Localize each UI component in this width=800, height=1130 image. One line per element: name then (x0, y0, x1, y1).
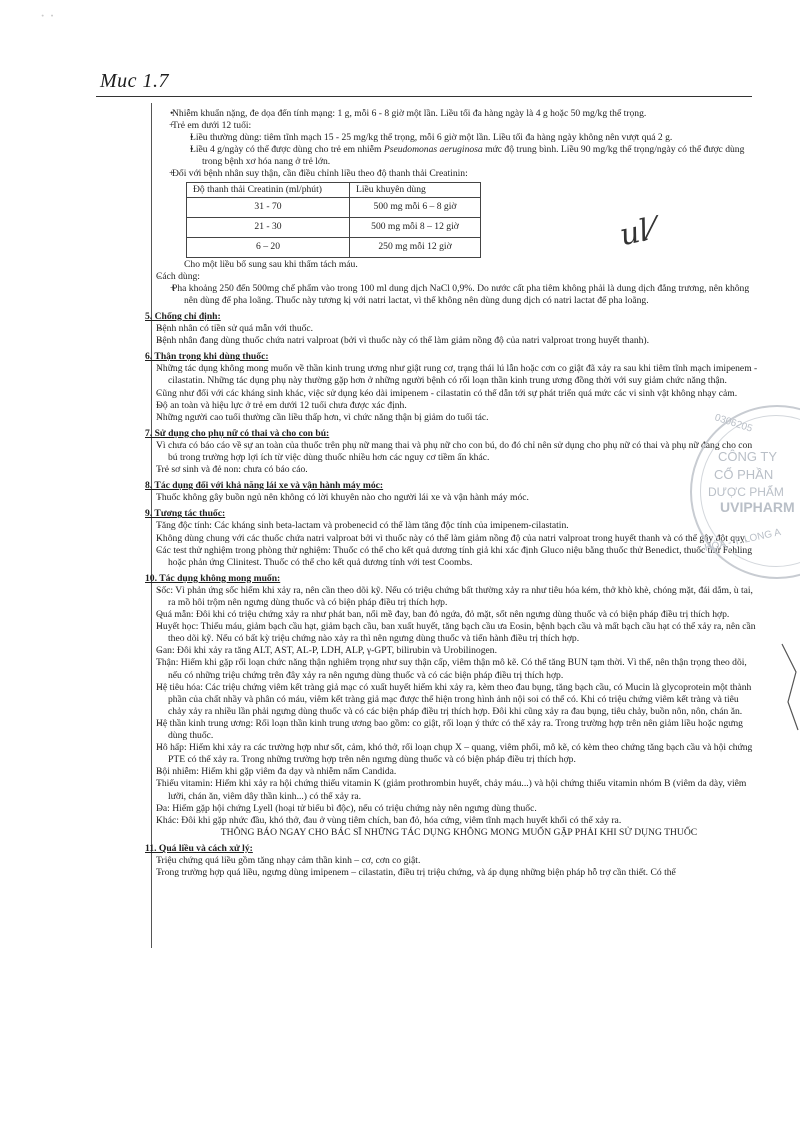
stamp-text: HÓA - T. LONG A (703, 527, 782, 554)
table-row (187, 197, 481, 217)
table-cell: 31 - 70 (187, 197, 350, 217)
list-item: - Da: Hiếm gặp hội chứng Lyell (hoại tử biểu bì độc), nếu có triệu chứng này nên ngưng dùng thuốc. (140, 803, 758, 815)
section-title (140, 428, 758, 440)
dosage-line (140, 144, 758, 168)
list-item: - Độ an toàn và hiệu lực ở trẻ em dưới 12 tuổi chưa được xác định. (140, 400, 758, 412)
list-item: - Thận: Hiếm khi gặp rối loạn chức năng thận nghiêm trọng như suy thận cấp, viêm thận mô kẽ. Có thể tăng BUN tạm thời. Vì thế, nên thận trọng theo dõi, nếu có những triệu chứng trên đây xảy ra nên ngưng dùng thuốc và có các biện pháp điều trị thích hợp. (140, 657, 758, 681)
dosage-line: Cho một liều bổ sung sau khi thẩm tách máu. (184, 258, 358, 270)
list-item: - Hệ thần kinh trung ương: Rối loạn thần kinh trung ương bao gồm: co giật, rối loạn ý thức có thể xảy ra. Trong trường hợp trên nên giảm liều hoặc ngưng dùng thuốc. (140, 718, 758, 742)
scan-edge-mark (778, 642, 800, 732)
table-cell: 6 – 20 (187, 237, 350, 257)
list-item: - Gan: Đôi khi xảy ra tăng ALT, AST, AL-P, LDH, ALP, γ-GPT, bilirubin và Urobilinogen. (140, 645, 758, 657)
list-item: - Hệ tiêu hóa: Các triệu chứng viêm kết tràng giả mạc có xuất huyết hiếm khi xảy ra, kèm theo đau bụng, tăng bạch cầu, có Mucin là glycoprotein một thành phần của chất nhầy và phân có máu, viêm kết tràng giả mạc được thể hiện trong hình ảnh nội soi có thể có. Khi có triệu chứng viêm kết tràng và tiêu chảy xảy ra nhiều lần phải ngưng dùng thuốc và có các biện pháp điều trị thích hợp. Đôi khi cũng xảy ra đau bụng, tiêu chảy, buồn nôn, nôn, chán ăn. (140, 682, 758, 718)
warning-notice: THÔNG BÁO NGAY CHO BÁC SĨ NHỮNG TÁC DỤNG KHÔNG MONG MUỐN GẶP PHẢI KHI SỬ DỤNG THUỐC (220, 826, 698, 838)
handwritten-signature: ul⁄ (616, 211, 658, 254)
list-item: - Quá mẫn: Đôi khi có triệu chứng xảy ra như phát ban, nổi mề đay, ban đỏ ngứa, đỏ mặt, sốt nên ngưng dùng thuốc và có biện pháp điều trị thích hợp. (140, 609, 758, 621)
text-fragment: Liều 4 g/ngày có thể được dùng cho trẻ em nhiễm (190, 144, 384, 156)
list-item: - Những người cao tuổi thường cần liều thấp hơn, vì chức năng thận bị giảm do tuổi tác. (140, 412, 758, 424)
table-row (187, 237, 481, 257)
section-title (140, 573, 758, 585)
section-title-text: 10. Tác dụng không mong muốn: (145, 572, 281, 584)
scan-speck: · · (40, 8, 55, 25)
section-header: Muc 1.7 (100, 70, 170, 92)
list-item: - Thuốc không gây buồn ngủ nên không có lời khuyên nào cho người lái xe và vận hành máy móc. (140, 492, 758, 504)
list-item: - Khác: Đôi khi gặp nhức đầu, khó thở, đau ở vùng tiêm chích, ban đỏ, hóa cứng, viêm tĩnh mạch huyết khối có thể xảy ra. (140, 815, 758, 827)
list-item: - Các test thử nghiệm trong phòng thử nghiệm: Thuốc có thể cho kết quả dương tính giả khi xác định Gluco niệu bằng thuốc thử Benedict, thuốc thử Fehling hoặc phản ứng Clinitest. Thuốc có thể cho kết quả dương tính với test Coombs. (140, 545, 758, 569)
dosage-line: • Liều thường dùng: tiêm tĩnh mạch 15 - 25 mg/kg thể trọng, mỗi 6 giờ một lần. Liều tối đa hàng ngày không nên vượt quá 2 g. (140, 132, 758, 144)
header-rule (96, 96, 752, 97)
list-item: - Bội nhiễm: Hiếm khi gặp viêm đa dạy và nhiễm nấm Candida. (140, 766, 758, 778)
list-item: - Thiếu vitamin: Hiếm khi xảy ra hội chứng thiếu vitamin K (giảm prothrombin huyết, chảy máu...) và hội chứng thiếu vitamin nhóm B (viêm da dày, viêm lưỡi, chán ăn, viêm dây thần kinh...) có thể xảy ra. (140, 778, 758, 802)
dosage-line: - Cách dùng: (140, 271, 758, 283)
section-title-text: 11. Quá liều và cách xử lý: (145, 842, 253, 854)
stamp-text: CỔ PHẦN (714, 467, 774, 482)
section-title-text: 8. Tác dụng đối với khả năng lái xe và vận hành máy móc: (145, 480, 384, 492)
dosage-line: • Nhiễm khuẩn nặng, đe dọa đến tính mạng: 1 g, mỗi 6 - 8 giờ một lần. Liều tối đa hàng ngày là 4 g hoặc 50 mg/kg thể trọng. (140, 108, 758, 120)
section-title (140, 480, 758, 492)
list-item: - Trong trường hợp quá liều, ngưng dùng imipenem – cilastatin, điều trị triệu chứng, và áp dụng những biện pháp hỗ trợ cần thiết. Có thể (140, 867, 758, 879)
section-title (140, 311, 758, 323)
dosage-line: + Trẻ em dưới 12 tuổi: (140, 120, 758, 132)
list-item: - Vì chưa có báo cáo về sự an toàn của thuốc trên phụ nữ mang thai và phụ nữ cho con bú, do đó chỉ nên sử dụng cho phụ nữ có thai và phụ nữ đang cho con bú trong trường hợp lợi ích từ việc dùng thuốc nhiều hơn các nguy cơ tiềm ẩn khác. (140, 440, 758, 464)
section-title-text: 9. Tương tác thuốc: (145, 508, 226, 520)
text-fragment: mức độ trung bình. Liều 90 mg/kg thể trọng/ngày có thể được dùng trong bệnh xơ hóa nang ở trẻ lớn. (202, 144, 745, 168)
list-item: - Bệnh nhân đang dùng thuốc chứa natri valproat (bởi vì thuốc này có thể làm giảm nồng độ của natri valproat trong huyết thanh). (140, 335, 758, 347)
list-item: - Huyết học: Thiếu máu, giảm bạch cầu hạt, giảm bạch cầu, ban xuất huyết, tăng bạch cầu ưa Eosin, bệnh bạch cầu và mất bạch cầu hạt có thể xảy ra, nên cần theo dõi kỹ. Nếu có bất kỳ triệu chứng nào xảy ra thì nên ngưng dùng thuốc và tiến hành điều trị thích hợp. (140, 621, 758, 645)
table-cell: 250 mg mỗi 12 giờ (350, 237, 481, 257)
table-cell: 500 mg mỗi 6 – 8 giờ (350, 197, 481, 217)
stamp-text: 0306205 (713, 412, 754, 435)
section-title (140, 351, 758, 363)
list-item: - Bệnh nhân có tiền sử quá mẫn với thuốc. (140, 323, 758, 335)
table-header-cell: Liều khuyên dùng (350, 182, 481, 197)
list-item: - Không dùng chung với các thuốc chứa natri valproat bởi vì thuốc này có thể làm giảm nồng độ của natri valproat trong huyết thanh và có thể gây đột quỵ. (140, 533, 758, 545)
table-cell: 500 mg mỗi 8 – 12 giờ (350, 217, 481, 237)
table-row (187, 217, 481, 237)
section-title (140, 508, 758, 520)
section-title-text: 6. Thận trọng khi dùng thuốc: (145, 351, 269, 363)
section-title-text: 7. Sử dụng cho phụ nữ có thai và cho con bú: (145, 427, 330, 439)
list-item: - Tăng độc tính: Các kháng sinh beta-lactam và probenecid có thể làm tăng độc tính của imipenem-cilastatin. (140, 520, 758, 532)
organism-name: Pseudomonas aeruginosa (383, 144, 483, 156)
list-item: - Sốc: Vì phản ứng sốc hiếm khi xảy ra, nên cần theo dõi kỹ. Nếu có triệu chứng bất thường xảy ra như tiêu hóa kém, thở khò khè, chóng mặt, đái dắm, ù tai, ra mồ hôi trộm nên ngưng dùng thuốc và có biện pháp điều trị thích hợp. (140, 585, 758, 609)
content-body (140, 108, 758, 879)
section-title (140, 843, 758, 855)
table-header-cell: Độ thanh thải Creatinin (ml/phút) (187, 182, 350, 197)
table-cell: 21 - 30 (187, 217, 350, 237)
stamp-text: DƯỢC PHẨM (708, 485, 784, 499)
list-item: - Triệu chứng quá liều gồm tăng nhạy cảm thần kinh – cơ, cơn co giật. (140, 855, 758, 867)
stamp-text: CÔNG TY (718, 449, 777, 464)
dosage-line: + Đối với bệnh nhân suy thận, cần điều chỉnh liều theo độ thanh thải Creatinin: (140, 168, 758, 180)
dosage-line: + Pha khoảng 250 đến 500mg chế phẩm vào trong 100 ml dung dịch NaCl 0,9%. Do nước cất pha tiêm không phải là dung dịch đẳng trương, nên không nên dùng để pha loãng. Thuốc này tương kị với natri lactat, vì thế không nên dùng dung dịch có natri lactat để pha loãng. (140, 283, 758, 307)
section-title-text: 5. Chống chỉ định: (145, 310, 221, 322)
list-item: - Những tác dụng không mong muốn về thần kinh trung ương như giật rung cơ, trạng thái lú lẫn hoặc cơn co giật đã xảy ra sau khi tiêm tĩnh mạch imipenem - cilastatin. Những tác dụng phụ này thường gặp hơn ở những người bệnh có rối loạn thần kinh trung ương đồng thời với suy giảm chức năng thận. (140, 363, 758, 387)
list-item: - Trẻ sơ sinh và đẻ non: chưa có báo cáo. (140, 464, 758, 476)
table-header-row (187, 182, 481, 197)
stamp-text: UVIPHARM (720, 499, 795, 515)
list-item: - Cũng như đối với các kháng sinh khác, việc sử dụng kéo dài imipenem - cilastatin có thể dẫn tới sự phát triển quá mức các vi sinh vật không nhạy cảm. (140, 388, 758, 400)
list-item: - Hô hấp: Hiếm khi xảy ra các trường hợp như sốt, cảm, khó thở, rối loạn chụp X – quang, viêm phổi, mô kẽ, có kèm theo chứng tăng bạch cầu và hội chứng PTE có thể xảy ra. Trong những trường hợp trên nên ngưng dùng thuốc và có biện pháp điều trị thích hợp. (140, 742, 758, 766)
creatinine-dose-table (186, 182, 481, 258)
